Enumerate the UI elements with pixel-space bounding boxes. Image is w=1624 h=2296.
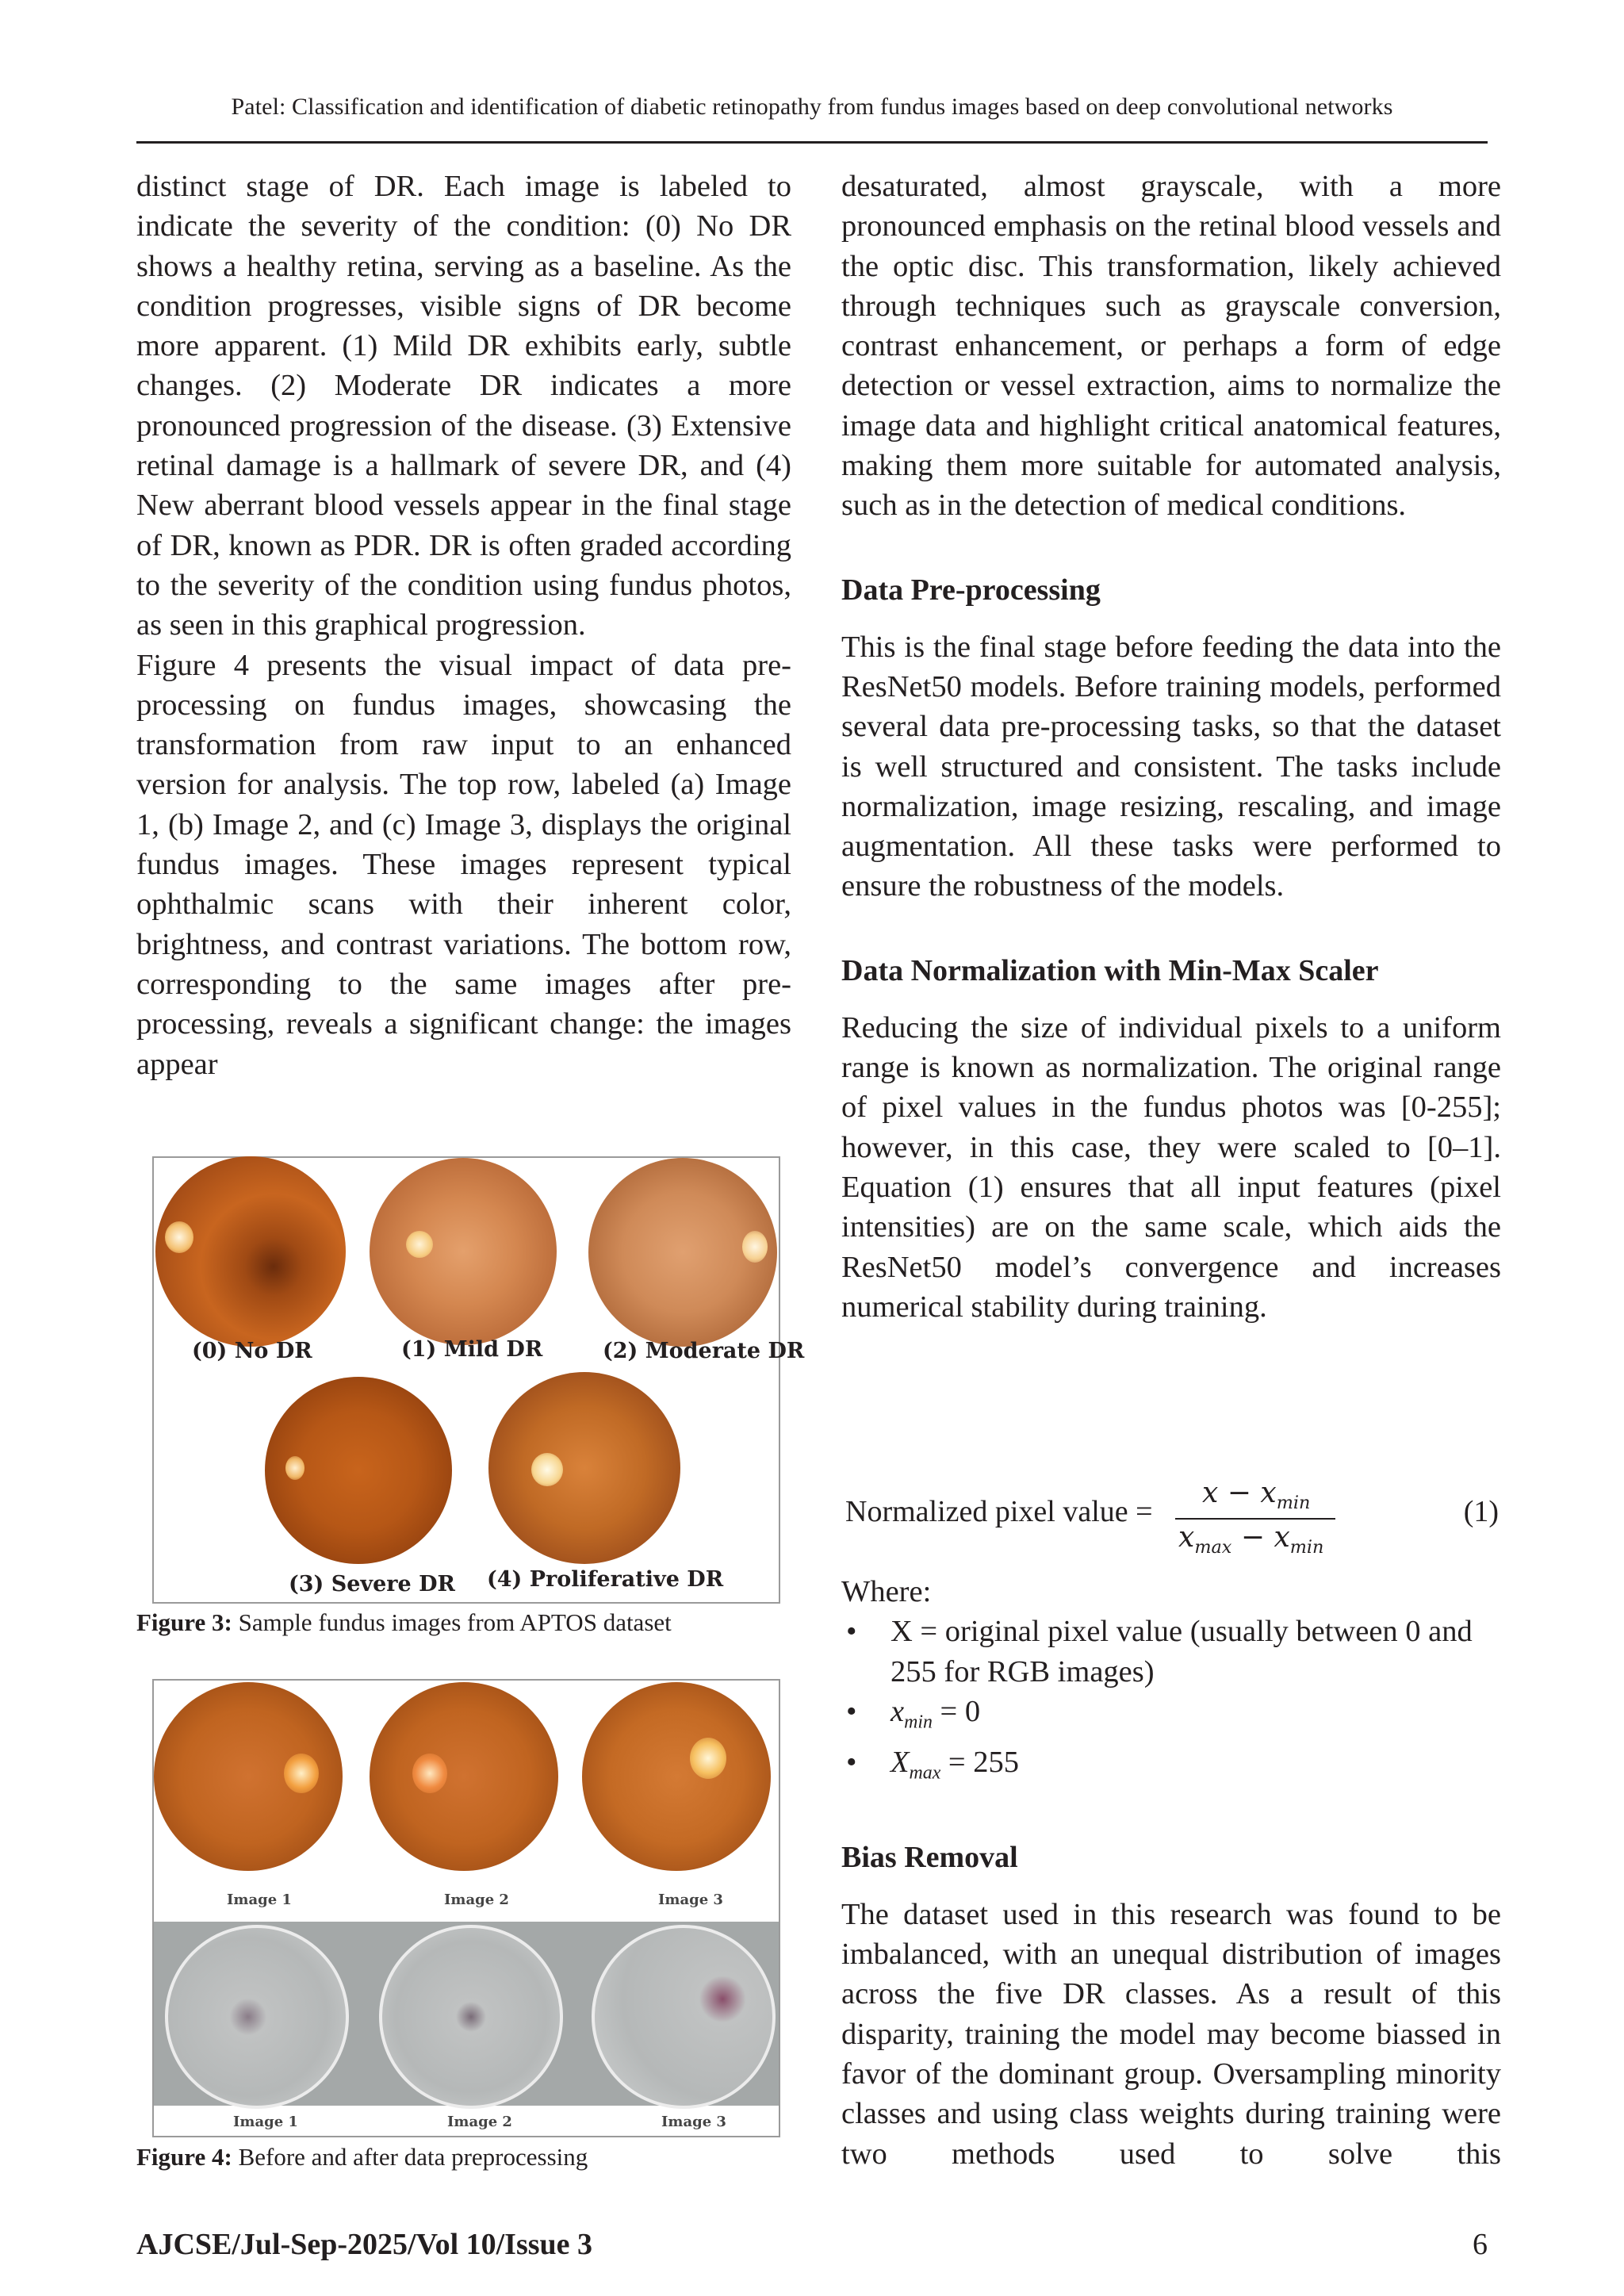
bullet-dot: • [846, 1745, 857, 1779]
label-mild-dr: (1) Mild DR [401, 1337, 543, 1362]
right-para-1: desaturated, almost grayscale, with a more pronounced emphasis on the retinal blood vessels and the optic disc. This transformation, likely achieved through techniques such as grayscale conversion, contrast enhancement, or perhaps a form of edge detection or vessel extraction, aims to normalize the image data and highlight critical anatomical features, making them more suitable for automated analysis, such as in the detection of medical conditions. [841, 170, 1501, 523]
optic-disc [285, 1456, 304, 1480]
left-column [136, 167, 791, 1084]
optic-disc [412, 1754, 447, 1793]
para-bias: The dataset used in this research was found to be imbalanced, with an unequal distribution of images across the five DR classes. As a result of this disparity, training the model may become biassed in favor of the dominant group. Oversampling minority classes and using class weights during training were two methods used to solve this [841, 1897, 1501, 2171]
footer-journal: AJCSE/Jul-Sep-2025/Vol 10/Issue 3 [136, 2228, 593, 2261]
bullet-sub: max [909, 1762, 941, 1784]
label-image-3-top: Image 3 [658, 1892, 723, 1908]
optic-disc [284, 1754, 319, 1793]
page-number: 6 [1473, 2228, 1488, 2261]
optic-disc [742, 1231, 768, 1263]
equation-numerator [1202, 1477, 1310, 1513]
bullet-sub: min [904, 1711, 933, 1733]
bullet-var: x [891, 1694, 905, 1728]
heading-data-normalization: Data Normalization with Min-Max Scaler [841, 953, 1379, 987]
para-preprocessing: This is the final stage before feeding the data into the ResNet50 models. Before training models, performed several data pre-processing tasks, so that the dataset is well structured and consistent. The tasks include normalization, image resizing, rescaling, and image augmentation. All these tasks were performed to ensure the robustness of the models. [841, 630, 1501, 903]
figure-4-caption [136, 2143, 588, 2171]
where-label: Where: [841, 1575, 932, 1608]
optic-disc [406, 1231, 433, 1258]
fundus-processed-2 [379, 1925, 563, 2109]
heading-data-preprocessing: Data Pre-processing [841, 573, 1101, 607]
list-item [841, 1742, 1501, 1793]
fundus-mild-dr [370, 1158, 557, 1345]
figure-4-caption-text: Before and after data preprocessing [232, 2143, 588, 2171]
label-image-2-bottom: Image 2 [447, 2114, 512, 2130]
eq-var-x: x [1178, 1521, 1195, 1554]
label-image-1-top: Image 1 [227, 1892, 292, 1908]
label-proliferative-dr: (4) Proliferative DR [487, 1567, 724, 1592]
equation-lhs: Normalized pixel value = [845, 1495, 1153, 1528]
optic-disc [165, 1221, 193, 1253]
optic-disc [690, 1738, 726, 1779]
eq-sub-min: min [1276, 1493, 1311, 1514]
bullet-var: X [891, 1745, 910, 1779]
fundus-processed-1 [165, 1925, 349, 2109]
left-para-2: Figure 4 presents the visual impact of data pre-processing on fundus images, showcasing the transformation from raw input to an enhanced version for analysis. The top row, labeled (a) Image 1, (b) Image 2, and (c) Image 3, displays the original fundus images. These images represent typical ophthalmic scans with their inherent color, brightness, and contrast variations. The bottom row, corresponding to the same images after pre-processing, reveals a significant change: the images appear [136, 648, 791, 1081]
fundus-proliferative-dr [488, 1372, 680, 1564]
running-title: Patel: Classification and identification of diabetic retinopathy from fundus images based on deep convolutional networks [231, 94, 1393, 120]
equation-1 [845, 1477, 1503, 1564]
figure-4-caption-label: Figure 4: [136, 2143, 232, 2171]
eq-minus: − [1240, 1521, 1265, 1554]
fundus-original-2 [370, 1682, 558, 1871]
bullet-dot: • [846, 1694, 857, 1728]
header-rule [136, 141, 1488, 144]
para-normalization: Reducing the size of individual pixels to a uniform range is known as normalization. The original range of pixel values in the fundus photos was [0-255]; however, in this case, they were scaled to [0–1]. Equation (1) ensures that all input features (pixel intensities) are on the same scale, which aids the ResNet50 model’s convergence and increases numerical stability during training. [841, 1010, 1501, 1324]
label-severe-dr: (3) Severe DR [289, 1572, 455, 1596]
eq-minus: − [1227, 1477, 1251, 1509]
heading-bias-removal: Bias Removal [841, 1840, 1018, 1874]
list-item [841, 1692, 1501, 1742]
left-para-1: distinct stage of DR. Each image is labeled to indicate the severity of the condition: (0) No DR shows a healthy retina, serving as a baseline. As the condition progresses, visible signs of DR become more apparent. (1) Mild DR exhibits early, subtle changes. (2) Moderate DR indicates a more pronounced progression of the disease. (3) Extensive retinal damage is a hallmark of severe DR, and (4) New aberrant blood vessels appear in the final stage of DR, known as PDR. DR is often graded according to the severity of the condition using fundus photos, as seen in this graphical progression. [136, 170, 791, 642]
bullet-value: = 255 [940, 1745, 1020, 1779]
equation-number: (1) [1463, 1495, 1499, 1528]
label-no-dr: (0) No DR [192, 1339, 312, 1363]
figure-3 [152, 1156, 805, 1604]
fundus-processed-3 [592, 1925, 776, 2109]
eq-sub-min: min [1289, 1537, 1324, 1558]
label-image-2-top: Image 2 [444, 1892, 509, 1908]
equation-denominator [1178, 1521, 1323, 1558]
figure-4 [152, 1679, 780, 2137]
label-image-3-bottom: Image 3 [661, 2114, 726, 2130]
figure-3-caption-text: Sample fundus images from APTOS dataset [232, 1608, 672, 1636]
bullet-text: X = original pixel value (usually between 0 and 255 for RGB images) [891, 1615, 1473, 1688]
eq-var-x: x [1202, 1477, 1219, 1509]
bullet-dot: • [846, 1615, 857, 1649]
bullet-value: = 0 [932, 1694, 981, 1728]
optic-disc [531, 1453, 563, 1486]
label-moderate-dr: (2) Moderate DR [603, 1339, 805, 1363]
eq-sub-max: max [1194, 1537, 1232, 1558]
right-column-lower [841, 1572, 1501, 2174]
eq-var-x: x [1274, 1521, 1290, 1554]
right-column [841, 167, 1501, 1327]
figure-3-caption-label: Figure 3: [136, 1608, 232, 1636]
variable-list [841, 1612, 1501, 1793]
label-image-1-bottom: Image 1 [233, 2114, 298, 2130]
eq-var-x: x [1260, 1477, 1277, 1509]
fundus-original-3 [582, 1682, 771, 1871]
fraction-bar [1175, 1518, 1335, 1520]
list-item [841, 1612, 1501, 1692]
figure-3-caption [136, 1608, 672, 1637]
